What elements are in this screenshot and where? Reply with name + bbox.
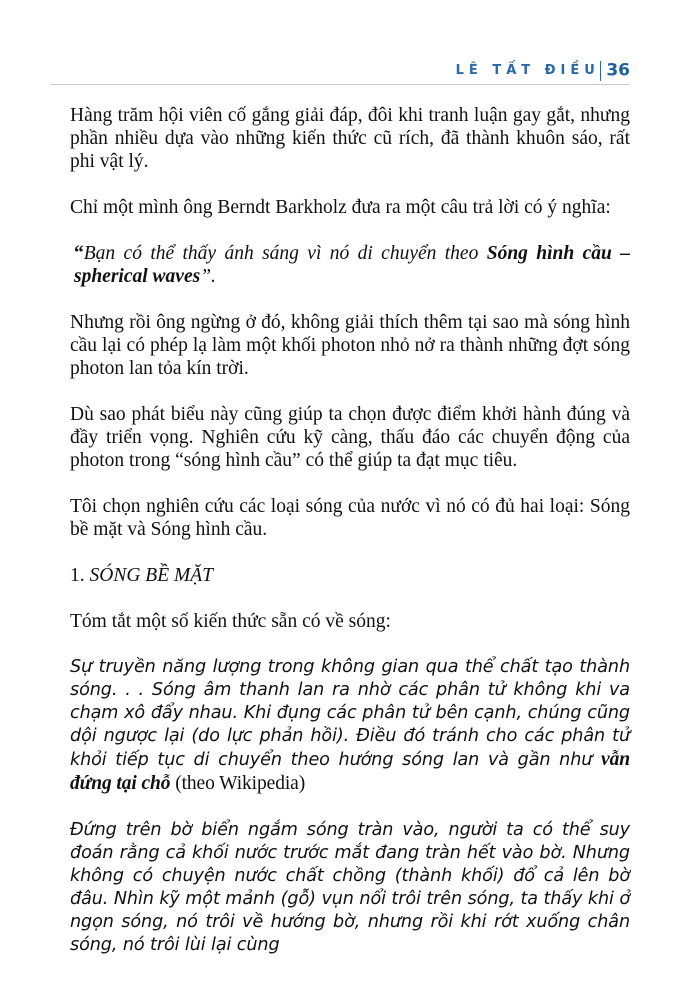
paragraph-2: Chỉ một mình ông Berndt Barkholz đưa ra một câu trả lời có ý nghĩa: xyxy=(70,197,611,218)
header-author: LÊ TẤT ĐIỀU xyxy=(455,63,600,78)
wiki-text: Sự truyền năng lượng trong không gian qua thể chất tạo thành sóng. . . Sóng âm thanh lan ra nhờ các phân tử không khi va chạm xô đẩy nhau. Khi đụng các phân tử bên cạnh, chúng cũng dội ngược lại (do lực phản hồi). Điều đó tránh cho các phân tử khỏi tiếp tục di chuyển theo hướng sóng lan và gần như xyxy=(70,657,630,770)
section-number: 1. xyxy=(70,565,90,586)
paragraph-5: Tôi chọn nghiên cứu các loại sóng của nước vì nó có đủ hai loại: Sóng bề mặt và Sóng hình cầu. xyxy=(70,496,630,540)
wiki-bold-phrase: vẫn đứng tại chỗ xyxy=(70,749,630,794)
section-heading xyxy=(70,564,630,587)
paragraph-1: Hàng trăm hội viên cố gắng giải đáp, đôi khi tranh luận gay gắt, nhưng phần nhiều dựa vào những kiến thức cũ rích, đã thành khuôn sáo, rất phi vật lý. xyxy=(70,105,630,172)
page-body xyxy=(70,104,630,980)
quote-text: Bạn có thể thấy ánh sáng vì nó di chuyển theo xyxy=(83,243,487,264)
header-separator xyxy=(600,61,602,81)
paragraph-7: Đứng trên bờ biển ngắm sóng tràn vào, người ta có thể suy đoán rằng cả khối nước trước mắt đang tràn hết vào bờ. Nhưng không có chuyện nước chất chồng (thành khối) đổ cả lên bờ đâu. Nhìn kỹ một mảnh (gỗ) vụn nổi trôi trên sóng, ta thấy khi ở ngọn sóng, nó trôi về hướng bờ, nhưng rồi khi rớt xuống chân sóng, nó trôi lùi lại cùng xyxy=(70,820,630,955)
paragraph-4: Dù sao phát biểu này cũng giúp ta chọn được điểm khởi hành đúng và đầy triển vọng. Nghiên cứu kỹ càng, thấu đáo các chuyển động của photon trong “sóng hình cầu” có thể giúp ta đạt mục tiêu. xyxy=(70,404,630,471)
quote-open-mark: “ xyxy=(74,243,84,264)
quote-bold-term: Sóng hình cầu – spherical waves xyxy=(74,243,630,287)
section-title: SÓNG BỀ MẶT xyxy=(89,565,213,586)
wiki-source: (theo Wikipedia) xyxy=(170,773,306,794)
quote-close: ”. xyxy=(200,266,216,287)
page-number: 36 xyxy=(606,60,630,81)
paragraph-6: Tóm tắt một số kiến thức sẵn có về sóng: xyxy=(70,611,391,632)
page-header xyxy=(50,60,630,85)
barkholz-quote xyxy=(70,242,630,288)
wikipedia-quote xyxy=(70,656,630,796)
paragraph-3: Nhưng rồi ông ngừng ở đó, không giải thích thêm tại sao mà sóng hình cầu lại có phép lạ làm một khối photon nhỏ nở ra thành những đợt sóng photon lan tỏa kín trời. xyxy=(70,312,630,379)
